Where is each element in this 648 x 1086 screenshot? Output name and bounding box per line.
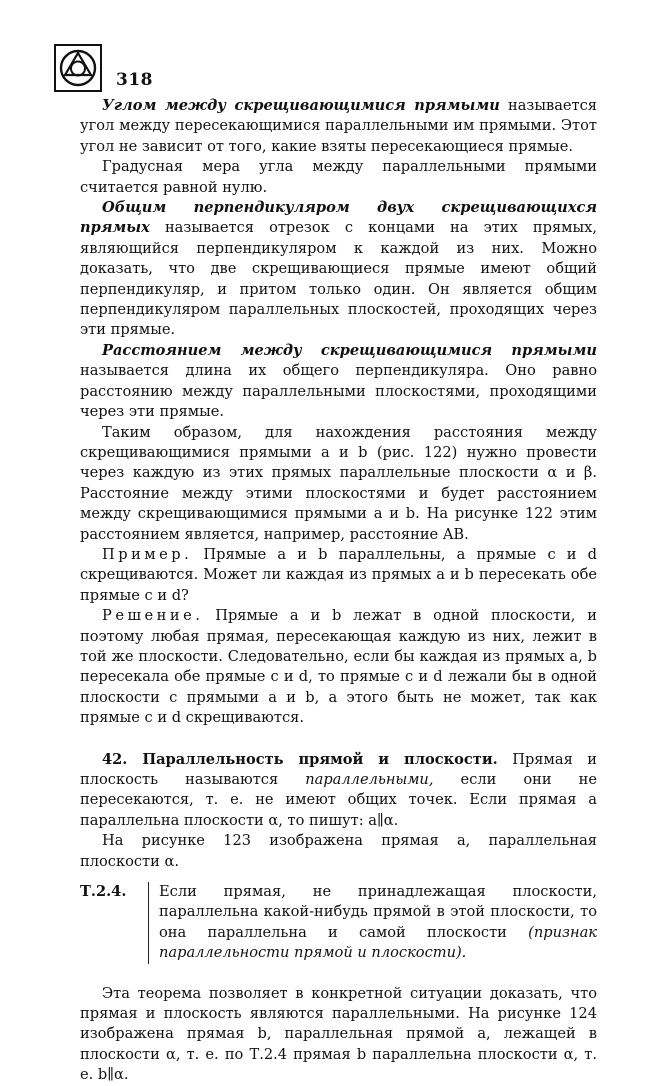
theorem-label: Т.2.4. <box>80 883 127 901</box>
section-intro-part1: Прямая и плоскость называются <box>80 750 597 788</box>
section-42 <box>80 750 597 832</box>
section-term-parallel: параллельными, <box>305 771 434 788</box>
page-number: 318 <box>116 70 153 90</box>
section-heading: 42. Параллельность прямой и плоскости. <box>102 750 498 768</box>
definition-angle <box>80 96 597 157</box>
triangle-in-circle-emblem-icon <box>54 44 102 92</box>
example-text: Прямые a и b параллельны, а прямые c и d скрещиваются. Может ли каждая из прямых a и b пересекать обе прямые c и d? <box>80 545 597 604</box>
term-angle: Углом между скрещивающимися прямыми <box>102 97 500 114</box>
paragraph-zero-angle: Градусная мера угла между параллельными прямыми считается равной нулю. <box>80 158 597 196</box>
section-intro-part2: если они не пересекаются, т. е. не имеют общих точек. Если прямая a параллельна плоскости α, то пишут: a∥α. <box>80 771 597 829</box>
example-label: Пример. <box>102 545 193 563</box>
paragraph-distance-method: Таким образом, для нахождения расстояния между скрещивающимися прямыми a и b (рис. 122) нужно провести через каждую из этих прямых параллельные плоскости α и β. Расстояние между этими плоскостями и будет расстоянием между скрещивающимися прямыми a и b. На рисунке 122 этим расстоянием является, например, расстояние AB. <box>80 423 597 543</box>
theorem-statement <box>148 882 597 964</box>
definition-common-perpendicular <box>80 198 597 341</box>
definition-distance <box>80 341 597 423</box>
paragraph-figure-123: На рисунке 123 изображена прямая a, параллельная плоскости α. <box>80 832 597 870</box>
theorem-note: (признак параллельности прямой и плоскости). <box>159 923 597 962</box>
solution <box>80 606 597 728</box>
definition-distance-text: называется длина их общего перпендикуляра. Оно равно расстоянию между параллельными плоскостями, проходящими через эти прямые. <box>80 362 597 421</box>
paragraph-closing: Эта теорема позволяет в конкретной ситуации доказать, что прямая и плоскость являются параллельными. На рисунке 124 изображена прямая b, параллельная прямой a, лежащей в плоскости α, т. е. по Т.2.4 прямая b параллельна плоскости α, т. е. b∥α. <box>80 984 597 1084</box>
solution-text: Прямые a и b лежат в одной плоскости, и поэтому любая прямая, пересекающая каждую из них, лежит в той же плоскости. Следовательно, если бы каждая из прямых a, b пересекала обе прямые c и d, то прямые c и d лежали бы в одной плоскости с прямыми a и b, а этого быть не может, так как прямые c и d скрещиваются. <box>80 607 597 727</box>
definition-angle-text: называется угол между пересекающимися параллельными им прямыми. Этот угол не зависит от того, какие взяты пересекающиеся прямые. <box>80 97 597 155</box>
solution-label: Решение. <box>102 607 204 625</box>
definition-common-perpendicular-text: называется отрезок с концами на этих прямых, являющийся перпендикуляром к каждой из них. Можно доказать, что две скрещивающиеся прямые имеют общий перпендикуляр, и притом только один. Он является общим перпендикуляром параллельных плоскостей, проходящих через эти прямые. <box>80 219 597 339</box>
term-common-perpendicular: Общим перпендикуляром двух скрещивающихся прямых <box>80 199 597 237</box>
body-text <box>80 96 597 1086</box>
theorem-block <box>80 882 597 970</box>
example <box>80 545 597 606</box>
theorem-text: Если прямая, не принадлежащая плоскости, параллельна какой-нибудь прямой в этой плоскости, то она параллельна и самой плоскости <box>159 883 597 941</box>
term-distance: Расстоянием между скрещивающимися прямыми <box>102 341 597 359</box>
